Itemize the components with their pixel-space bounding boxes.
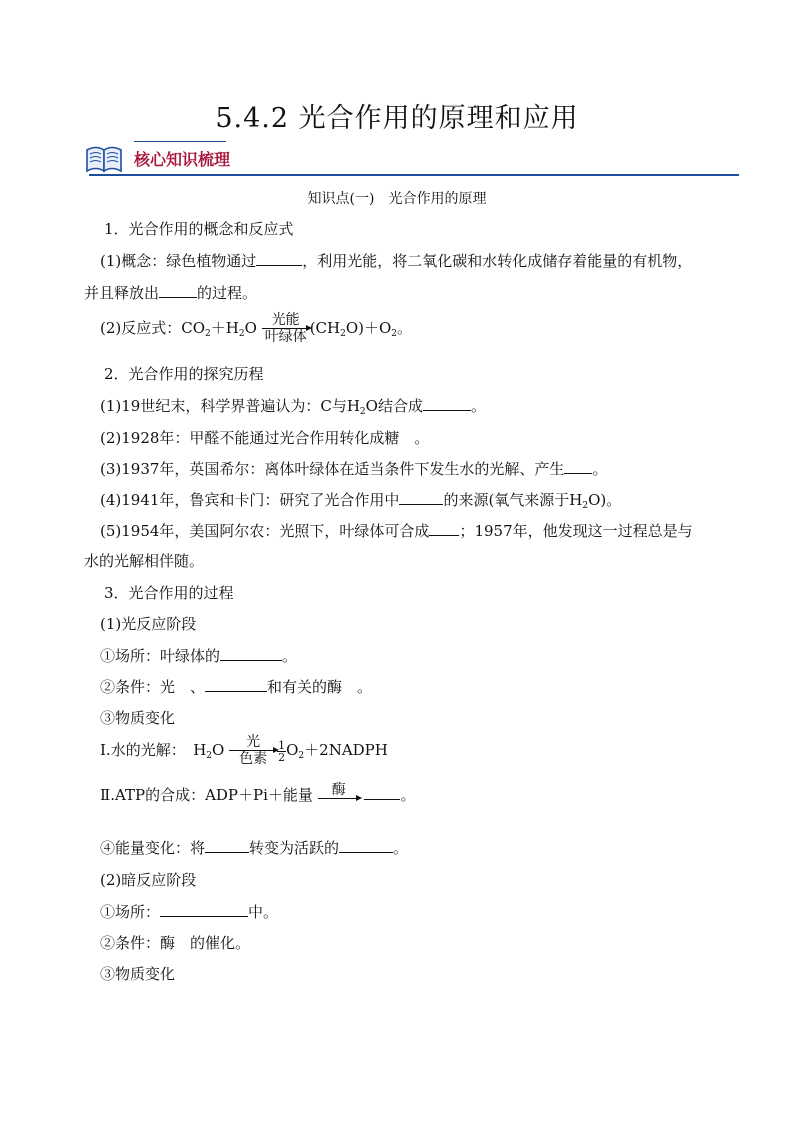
s3-heading: 3．光合作用的过程 (104, 584, 234, 602)
energy-change: ④能量变化：将 转变为活跃的 。 (100, 839, 409, 857)
blank (220, 646, 282, 661)
s1-concept-line2: 并且释放出 的过程。 (84, 284, 258, 302)
s2-item5-cont: 水的光解相伴随。 (84, 552, 205, 570)
blank (339, 838, 393, 853)
blank (205, 838, 249, 853)
open-book-icon (84, 142, 124, 174)
blank (205, 677, 267, 692)
blank (429, 521, 459, 536)
blank (159, 283, 197, 298)
s2-item5: (5)1954年，美国阿尔农：光照下，叶绿体可合成 ；1957年，他发现这一过程总是与 (100, 522, 693, 540)
blank (564, 459, 592, 474)
atp-synthesis: Ⅱ.ATP的合成：ADP＋Pi＋能量 酶 。 (100, 782, 416, 804)
s1-concept-line1: (1)概念：绿色植物通过 ，利用光能，将二氧化碳和水转化成储存着能量的有机物， (100, 252, 693, 270)
page-title: 5.4.2 光合作用的原理和应用 (215, 103, 579, 134)
dark-condition: ②条件：酶 的催化。 (100, 934, 251, 952)
light-heading: (1)光反应阶段 (100, 615, 197, 633)
fraction: $\frac{1}{2}$ (278, 738, 286, 764)
dark-matter: ③物质变化 (100, 965, 176, 983)
s2-item2: (2)1928年：甲醛不能通过光合作用转化成糖 。 (100, 429, 430, 447)
header-top-rule (134, 141, 226, 142)
header-bottom-rule (89, 174, 739, 176)
blank (423, 396, 471, 411)
s2-item3: (3)1937年，英国希尔：离体叶绿体在适当条件下发生水的光解、产生 。 (100, 460, 608, 478)
blank (364, 785, 400, 800)
light-condition: ②条件：光 、 和有关的酶 。 (100, 678, 373, 696)
dark-heading: (2)暗反应阶段 (100, 871, 197, 889)
reaction-arrow: 光能 叶绿体 (262, 312, 310, 346)
enzyme-arrow: 酶 (318, 782, 360, 799)
s2-heading: 2．光合作用的探究历程 (104, 365, 264, 383)
blank (256, 251, 302, 266)
blank (160, 902, 248, 917)
section-label: 核心知识梳理 (134, 150, 231, 169)
photolysis-arrow: 光 色素 (229, 734, 277, 768)
water-photolysis: Ⅰ.水的光解： $H_2O$ 光 色素 $\frac{1}{2}$ $O_2+2NADPH$ (100, 734, 388, 767)
s1-heading: 1．光合作用的概念和反应式 (104, 220, 294, 238)
light-site: ①场所：叶绿体的 。 (100, 647, 298, 665)
s2-item1: (1)19世纪末，科学界普遍认为：C与$H_2O$结合成 。 (100, 397, 486, 417)
s2-item4: (4)1941年，鲁宾和卡门：研究了光合作用中 的来源(氧气来源于$H_2O$)。 (100, 491, 622, 511)
knowledge-point-title: 知识点(一) 光合作用的原理 (307, 191, 487, 207)
s1-equation: (2)反应式：$CO_2+H_2O$ 光能 叶绿体 $(CH_2O)+O_2$。 (100, 312, 413, 345)
light-matter: ③物质变化 (100, 709, 176, 727)
section-header (84, 138, 740, 178)
dark-site: ①场所： 中。 (100, 903, 279, 921)
blank (399, 490, 443, 505)
